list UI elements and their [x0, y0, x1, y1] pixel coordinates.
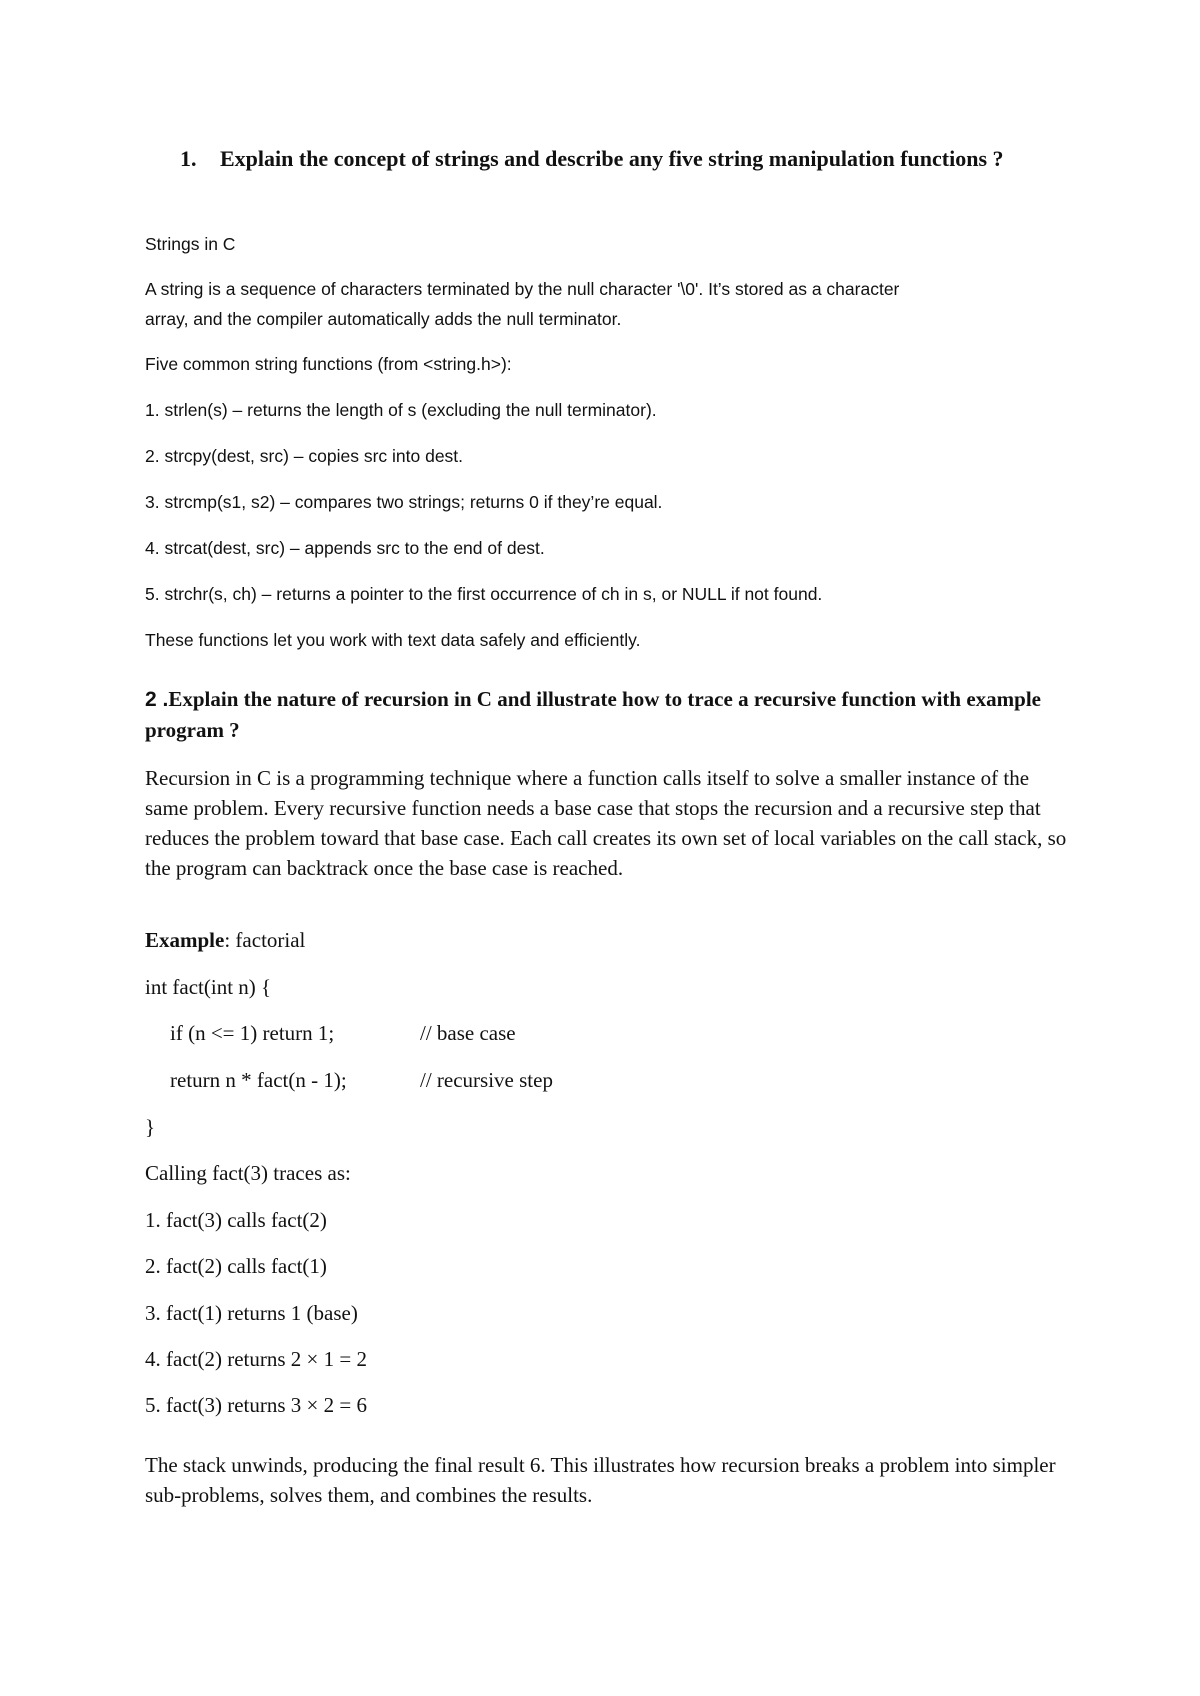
function-item: 5. strchr(s, ch) – returns a pointer to the first occurrence of ch in s, or NULL if not found. — [145, 584, 823, 604]
functions-conclusion: These functions let you work with text data safely and efficiently. — [145, 630, 641, 650]
trace-intro: Calling fact(3) traces as: — [145, 1161, 351, 1185]
code-line-3 — [170, 1065, 870, 1095]
recursion-paragraph: Recursion in C is a programming technique where a function calls itself to solve a smaller instance of the same problem. Every recursive function needs a base case that stops the recursion and a recursive step that reduces the problem toward that base case. Each call creates its own set of local variables on the call stack, so the program can backtrack once the base case is reached. — [145, 766, 1067, 880]
question-1-number: 1. — [180, 146, 197, 171]
functions-intro: Five common string functions (from <string.h>): — [145, 354, 512, 374]
code-line-4: } — [145, 1115, 156, 1139]
function-item: 3. strcmp(s1, s2) – compares two strings; returns 0 if they’re equal. — [145, 492, 663, 512]
code-line-3-comment: // recursive step — [420, 1068, 553, 1092]
trace-step: 4. fact(2) returns 2 × 1 = 2 — [145, 1347, 367, 1371]
question-1-text: Explain the concept of strings and describe any five string manipulation functions ? — [220, 146, 1004, 171]
strings-definition-line-2: array, and the compiler automatically adds the null terminator. — [145, 309, 622, 329]
question-2-heading — [145, 684, 1045, 745]
code-line-3-code: return n * fact(n - 1); — [170, 1068, 347, 1092]
question-2-number: 2 . — [145, 688, 169, 711]
trace-step: 1. fact(3) calls fact(2) — [145, 1208, 327, 1232]
function-item: 1. strlen(s) – returns the length of s (excluding the null terminator). — [145, 400, 657, 420]
strings-heading: Strings in C — [145, 234, 236, 254]
trace-step: 5. fact(3) returns 3 × 2 = 6 — [145, 1393, 367, 1417]
example-label: Example — [145, 928, 225, 952]
trace-step: 2. fact(2) calls fact(1) — [145, 1254, 327, 1278]
code-line-1: int fact(int n) { — [145, 975, 272, 999]
question-2-text: Explain the nature of recursion in C and illustrate how to trace a recursive function with example program ? — [145, 687, 1041, 742]
question-1-heading — [180, 143, 1020, 175]
code-line-2-code: if (n <= 1) return 1; — [170, 1021, 335, 1045]
example-line — [145, 925, 305, 955]
strings-definition-line-1: A string is a sequence of characters terminated by the null character '\0'. It’s stored as a character — [145, 279, 900, 299]
function-item: 2. strcpy(dest, src) – copies src into dest. — [145, 446, 464, 466]
code-line-2 — [170, 1018, 870, 1048]
closing-paragraph: The stack unwinds, producing the final result 6. This illustrates how recursion breaks a problem into simpler sub-problems, solves them, and combines the results. — [145, 1453, 1056, 1507]
code-line-2-comment: // base case — [420, 1021, 516, 1045]
trace-step: 3. fact(1) returns 1 (base) — [145, 1301, 358, 1325]
function-item: 4. strcat(dest, src) – appends src to the end of dest. — [145, 538, 545, 558]
example-title: : factorial — [224, 928, 306, 952]
